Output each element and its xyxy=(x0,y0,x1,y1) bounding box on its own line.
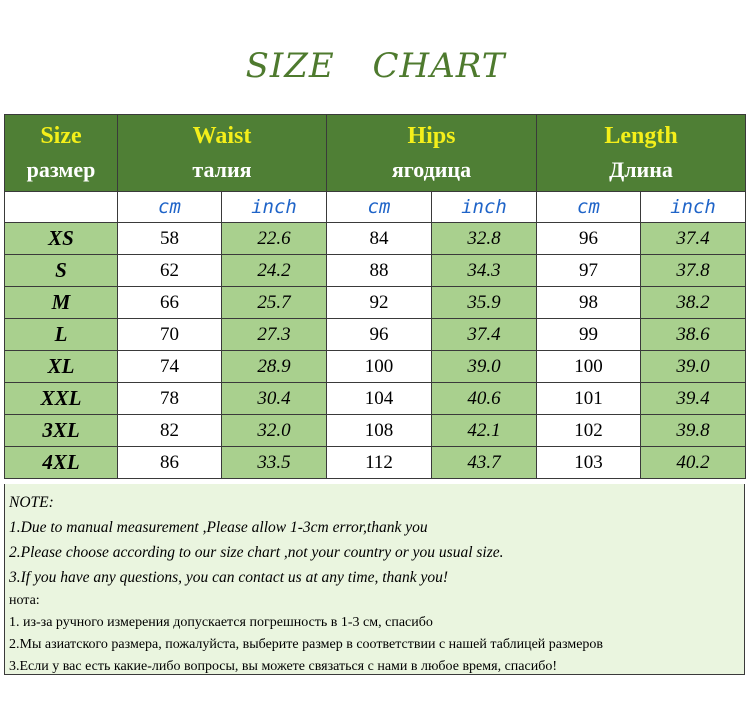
note-line-ru: 3.Если у вас есть какие-либо вопросы, вы можете связаться с нами в любое время, спасибо! xyxy=(9,659,557,674)
hips-cm-cell: 104 xyxy=(327,383,432,415)
note-line-ru: 2.Мы азиатского размера, пожалуйста, выберите размер в соответствии с нашей таблицей размеров xyxy=(9,637,604,652)
length-cm-cell: 101 xyxy=(537,383,641,415)
header-size-en: Size xyxy=(40,123,82,149)
header-waist-ru: талия xyxy=(192,157,252,182)
header-length-en: Length xyxy=(604,123,678,149)
waist-inch-cell: 27.3 xyxy=(222,319,327,351)
note-heading: NOTE: xyxy=(9,494,54,511)
size-cell: 3XL xyxy=(5,415,118,447)
length-inch-cell: 39.0 xyxy=(641,351,746,383)
waist-cm-cell: 82 xyxy=(118,415,222,447)
note-line: 1.Due to manual measurement ,Please allow 1-3cm error,thank you xyxy=(9,519,428,536)
waist-cm-cell: 66 xyxy=(118,287,222,319)
table-row xyxy=(5,447,746,479)
waist-cm-cell: 74 xyxy=(118,351,222,383)
waist-cm-cell: 86 xyxy=(118,447,222,479)
hips-inch-cell: 39.0 xyxy=(432,351,537,383)
waist-inch-cell: 25.7 xyxy=(222,287,327,319)
hips-inch-cell: 34.3 xyxy=(432,255,537,287)
size-cell: 4XL xyxy=(5,447,118,479)
table-row xyxy=(5,351,746,383)
header-row xyxy=(5,115,746,192)
page-title: SIZE CHART xyxy=(245,46,506,86)
length-cm-cell: 99 xyxy=(537,319,641,351)
hips-cm-cell: 88 xyxy=(327,255,432,287)
note-line: 2.Please choose according to our size chart ,not your country or you usual size. xyxy=(9,544,504,561)
unit-waist-inch: inch xyxy=(222,192,327,223)
hips-inch-cell: 42.1 xyxy=(432,415,537,447)
waist-cm-cell: 58 xyxy=(118,223,222,255)
unit-hips-inch: inch xyxy=(432,192,537,223)
units-row xyxy=(5,192,746,223)
hips-inch-cell: 35.9 xyxy=(432,287,537,319)
size-cell: XS xyxy=(5,223,118,255)
size-cell: L xyxy=(5,319,118,351)
header-size xyxy=(5,115,118,192)
header-length xyxy=(537,115,746,192)
note-heading-ru: нота: xyxy=(9,593,40,608)
header-hips-en: Hips xyxy=(407,123,456,149)
table-row xyxy=(5,223,746,255)
waist-inch-cell: 32.0 xyxy=(222,415,327,447)
notes-panel xyxy=(4,484,745,675)
length-inch-cell: 38.2 xyxy=(641,287,746,319)
waist-inch-cell: 22.6 xyxy=(222,223,327,255)
hips-cm-cell: 96 xyxy=(327,319,432,351)
waist-inch-cell: 24.2 xyxy=(222,255,327,287)
waist-inch-cell: 28.9 xyxy=(222,351,327,383)
table-row xyxy=(5,383,746,415)
header-size-ru: размер xyxy=(26,157,96,182)
length-cm-cell: 103 xyxy=(537,447,641,479)
unit-hips-cm: cm xyxy=(327,192,432,223)
waist-cm-cell: 70 xyxy=(118,319,222,351)
size-cell: S xyxy=(5,255,118,287)
hips-inch-cell: 40.6 xyxy=(432,383,537,415)
waist-cm-cell: 78 xyxy=(118,383,222,415)
length-inch-cell: 40.2 xyxy=(641,447,746,479)
length-cm-cell: 96 xyxy=(537,223,641,255)
waist-cm-cell: 62 xyxy=(118,255,222,287)
header-hips xyxy=(327,115,537,192)
header-hips-ru: ягодица xyxy=(391,157,472,182)
hips-cm-cell: 92 xyxy=(327,287,432,319)
length-inch-cell: 39.4 xyxy=(641,383,746,415)
header-length-ru: Длина xyxy=(609,157,673,182)
hips-cm-cell: 84 xyxy=(327,223,432,255)
note-line-ru: 1. из-за ручного измерения допускается погрешность в 1-3 см, спасибо xyxy=(9,615,433,630)
hips-cm-cell: 100 xyxy=(327,351,432,383)
note-line: 3.If you have any questions, you can contact us at any time, thank you! xyxy=(9,569,449,586)
size-cell: M xyxy=(5,287,118,319)
hips-inch-cell: 43.7 xyxy=(432,447,537,479)
length-cm-cell: 97 xyxy=(537,255,641,287)
length-cm-cell: 98 xyxy=(537,287,641,319)
waist-inch-cell: 30.4 xyxy=(222,383,327,415)
table-row xyxy=(5,415,746,447)
unit-length-cm: cm xyxy=(537,192,641,223)
length-inch-cell: 37.8 xyxy=(641,255,746,287)
length-inch-cell: 38.6 xyxy=(641,319,746,351)
units-empty-cell xyxy=(5,192,118,223)
unit-length-inch: inch xyxy=(641,192,746,223)
header-waist-en: Waist xyxy=(192,123,252,149)
size-cell: XXL xyxy=(5,383,118,415)
length-cm-cell: 102 xyxy=(537,415,641,447)
unit-waist-cm: cm xyxy=(118,192,222,223)
hips-cm-cell: 108 xyxy=(327,415,432,447)
waist-inch-cell: 33.5 xyxy=(222,447,327,479)
hips-inch-cell: 32.8 xyxy=(432,223,537,255)
hips-cm-cell: 112 xyxy=(327,447,432,479)
header-waist xyxy=(118,115,327,192)
table-row xyxy=(5,319,746,351)
length-inch-cell: 39.8 xyxy=(641,415,746,447)
length-cm-cell: 100 xyxy=(537,351,641,383)
table-row xyxy=(5,287,746,319)
size-cell: XL xyxy=(5,351,118,383)
size-chart-table xyxy=(4,114,746,479)
table-row xyxy=(5,255,746,287)
hips-inch-cell: 37.4 xyxy=(432,319,537,351)
length-inch-cell: 37.4 xyxy=(641,223,746,255)
